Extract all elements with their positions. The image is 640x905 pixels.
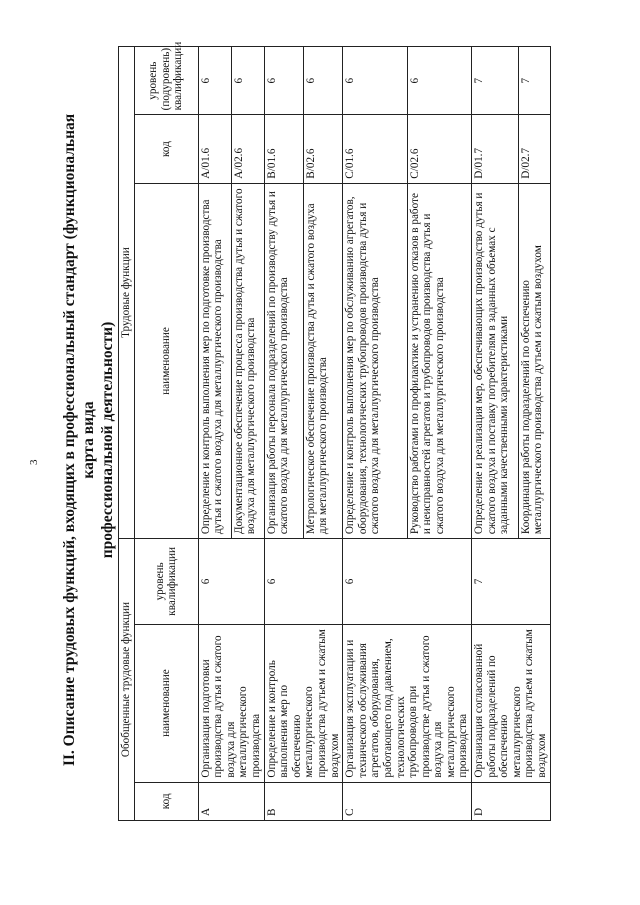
generalized-functions-header: Обобщенные трудовые функции: [119, 539, 135, 821]
group-code: B: [264, 782, 343, 820]
page-number: 3: [28, 459, 40, 465]
table-row: [264, 47, 303, 821]
group-code: C: [343, 782, 472, 820]
col-header-tf-name: наименование: [134, 183, 198, 538]
group-code: A: [198, 782, 264, 820]
function-name: Документационное обеспечение процесса производства дутья и сжатого воздуха для металлургического производства: [231, 183, 264, 538]
group-name: Организация согласованной работы подразделений по обеспечению металлургического производства дутьем и сжатым воздухом: [472, 624, 551, 782]
group-level: 6: [264, 539, 343, 624]
col-header-gen-code: код: [134, 782, 198, 820]
table-row: [472, 47, 518, 821]
function-name: Определение и контроль выполнения мер по подготовке производства дутья и сжатого воздуха для металлургического производства: [198, 183, 231, 538]
col-header-tf-code: код: [134, 115, 198, 183]
function-level: 6: [343, 47, 407, 115]
group-name: Организация эксплуатации и технического обслуживания агрегатов, оборудования, работающего под давлением, технологических трубопроводов при производстве дутья и сжатого воздуха для металлургического производства: [343, 624, 472, 782]
function-name: Руководство работами по профилактике и устранению отказов в работе и неисправностей агрегатов и трубопроводов производства дутья и сжатого воздуха для металлургического производства: [407, 183, 471, 538]
function-code: A/02.6: [231, 115, 264, 183]
col-header-gen-level: уровень квалификации: [134, 539, 198, 624]
function-code: B/01.6: [264, 115, 303, 183]
group-level: 6: [343, 539, 472, 624]
function-level: 6: [407, 47, 471, 115]
heading-line-1: II. Описание трудовых функций, входящих в профессиональный стандарт (функциональная карта вида: [61, 113, 97, 767]
labor-functions-header: Трудовые функции: [119, 47, 135, 539]
function-code: D/01.7: [472, 115, 518, 183]
function-code: C/02.6: [407, 115, 471, 183]
function-level: 7: [518, 47, 550, 115]
function-code: C/01.6: [343, 115, 407, 183]
group-name: Определение и контроль выполнения мер по обеспечению металлургического производства дутьем и сжатым воздухом: [264, 624, 343, 782]
function-name: Определение и реализация мер, обеспечивающих производство дутья и сжатого воздуха и поставку потребителям в заданных объемах с заданными качественными характеристиками: [472, 183, 518, 538]
table-row: [198, 47, 231, 821]
function-name: Координация работы подразделений по обеспечению металлургического производства дутьем и сжатым воздухом: [518, 183, 550, 538]
table-column-header-row: [134, 47, 198, 821]
function-code: D/02.7: [518, 115, 550, 183]
functional-map-table: [118, 41, 551, 821]
table-row: [343, 47, 407, 821]
function-level: 6: [264, 47, 303, 115]
function-name: Метрологическое обеспечение производства дутья и сжатого воздуха для металлургического производства: [303, 183, 342, 538]
group-code: D: [472, 782, 551, 820]
function-code: B/02.6: [303, 115, 342, 183]
function-level: 6: [198, 47, 231, 115]
function-code: A/01.6: [198, 115, 231, 183]
function-level: 6: [303, 47, 342, 115]
function-name: Определение и контроль выполнения мер по обслуживанию агрегатов, оборудования, технологических трубопроводов производства дутья и сжатого воздуха для металлургического производства: [343, 183, 407, 538]
function-name: Организация работы персонала подразделений по производству дутья и сжатого воздуха для металлургического производства: [264, 183, 303, 538]
col-header-tf-level: уровень (подуровень) квалификации: [134, 47, 198, 115]
function-level: 7: [472, 47, 518, 115]
table-group-header-row: [119, 47, 135, 821]
group-level: 6: [198, 539, 264, 624]
group-level: 7: [472, 539, 551, 624]
section-heading: [60, 95, 117, 785]
heading-line-2: профессиональной деятельности): [99, 321, 116, 559]
function-level: 6: [231, 47, 264, 115]
group-name: Организация подготовки производства дутья и сжатого воздуха для металлургического производства: [198, 624, 264, 782]
col-header-gen-name: наименование: [134, 624, 198, 782]
